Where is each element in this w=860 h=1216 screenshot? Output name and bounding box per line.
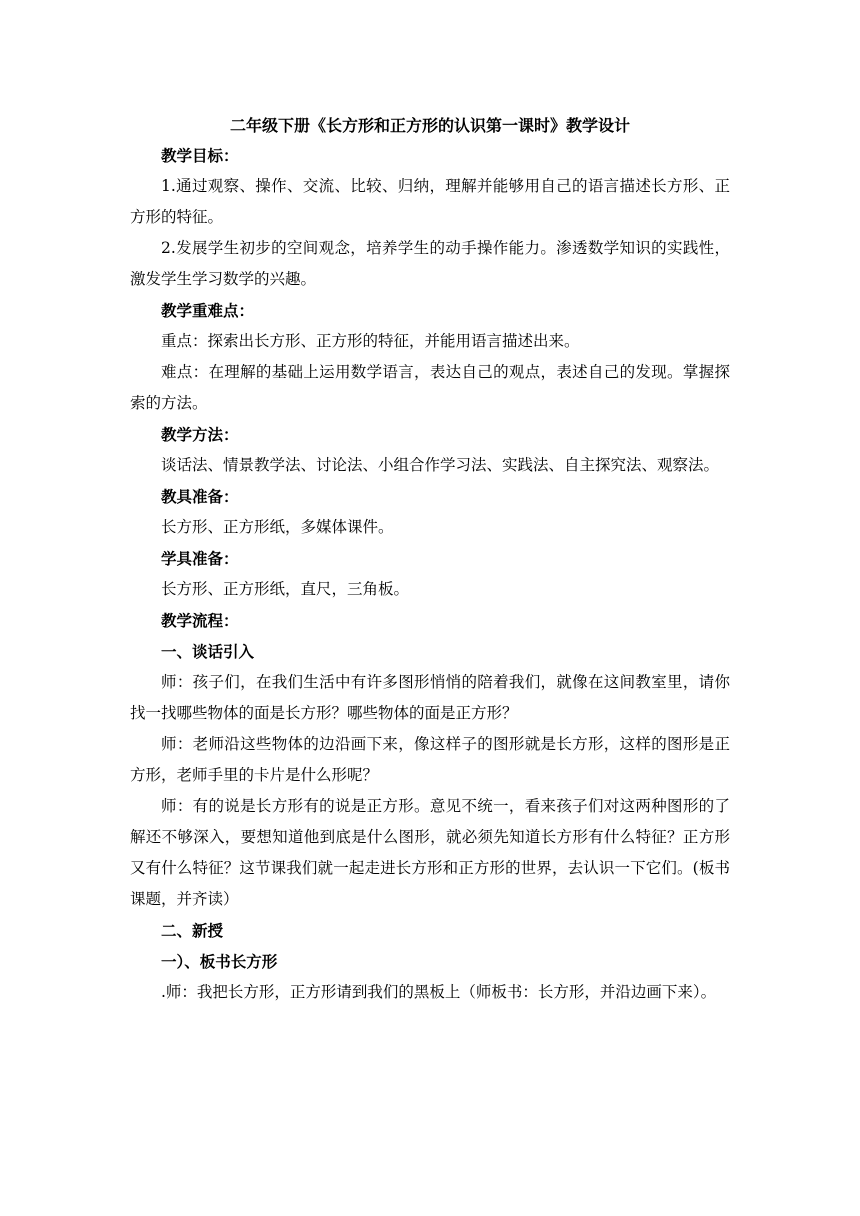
section-heading-objectives: 教学目标：: [161, 146, 239, 165]
paragraph-teaching-aids: 长方形、正方形纸，多媒体课件。: [161, 518, 394, 536]
section-heading-key-points: 教学重难点：: [161, 301, 255, 320]
document-title: 二年级下册《长方形和正方形的认识第一课时》教学设计: [229, 116, 630, 135]
section-heading-introduction: 一、谈话引入: [161, 642, 255, 661]
paragraph-methods: 谈话法、情景教学法、讨论法、小组合作学习法、实践法、自主探究法、观察法。: [161, 456, 720, 474]
section-heading-learning-aids: 学具准备：: [161, 549, 239, 568]
paragraph-intro-2: 师：老师沿这些物体的边沿画下来，像这样子的图形就是长方形，这样的图形是正方形，老师手里的卡片是什么形呢？: [130, 735, 730, 784]
paragraph-learning-aids: 长方形、正方形纸，直尺，三角板。: [161, 580, 410, 598]
section-heading-methods: 教学方法：: [161, 425, 239, 444]
paragraph-intro-1: 师：孩子们，在我们生活中有许多图形悄悄的陪着我们，就像在这间教室里，请你找一找哪些物体的面是长方形？哪些物体的面是正方形？: [130, 673, 730, 722]
section-heading-new-lesson: 二、新授: [161, 921, 224, 940]
paragraph-key-point: 重点：探索出长方形、正方形的特征，并能用语言描述出来。: [161, 332, 580, 350]
paragraph-objective-2: 2.发展学生初步的空间观念，培养学生的动手操作能力。渗透数学知识的实践性，激发学生学习数学的兴趣。: [130, 239, 730, 288]
section-heading-process: 教学流程：: [161, 611, 239, 630]
subsection-heading-rectangle: 一）、板书长方形: [161, 952, 278, 971]
document-body: [130, 112, 730, 1008]
paragraph-objective-1: 1.通过观察、操作、交流、比较、归纳，理解并能够用自己的语言描述长方形、正方形的特征。: [130, 177, 730, 226]
paragraph-difficult-point: 难点：在理解的基础上运用数学语言，表达自己的观点，表述自己的发现。掌握探索的方法。: [130, 363, 730, 412]
section-heading-teaching-aids: 教具准备：: [161, 487, 239, 506]
paragraph-intro-3: 师：有的说是长方形有的说是正方形。意见不统一，看来孩子们对这两种图形的了解还不够深入，要想知道他到底是什么图形，就必须先知道长方形有什么特征？正方形又有什么特征？这节课我们就一起走进长方形和正方形的世界，去认识一下它们。(板书课题，并齐读）: [130, 797, 730, 908]
paragraph-rectangle: .师：我把长方形，正方形请到我们的黑板上（师板书：长方形，并沿边画下来）。: [161, 983, 717, 1001]
